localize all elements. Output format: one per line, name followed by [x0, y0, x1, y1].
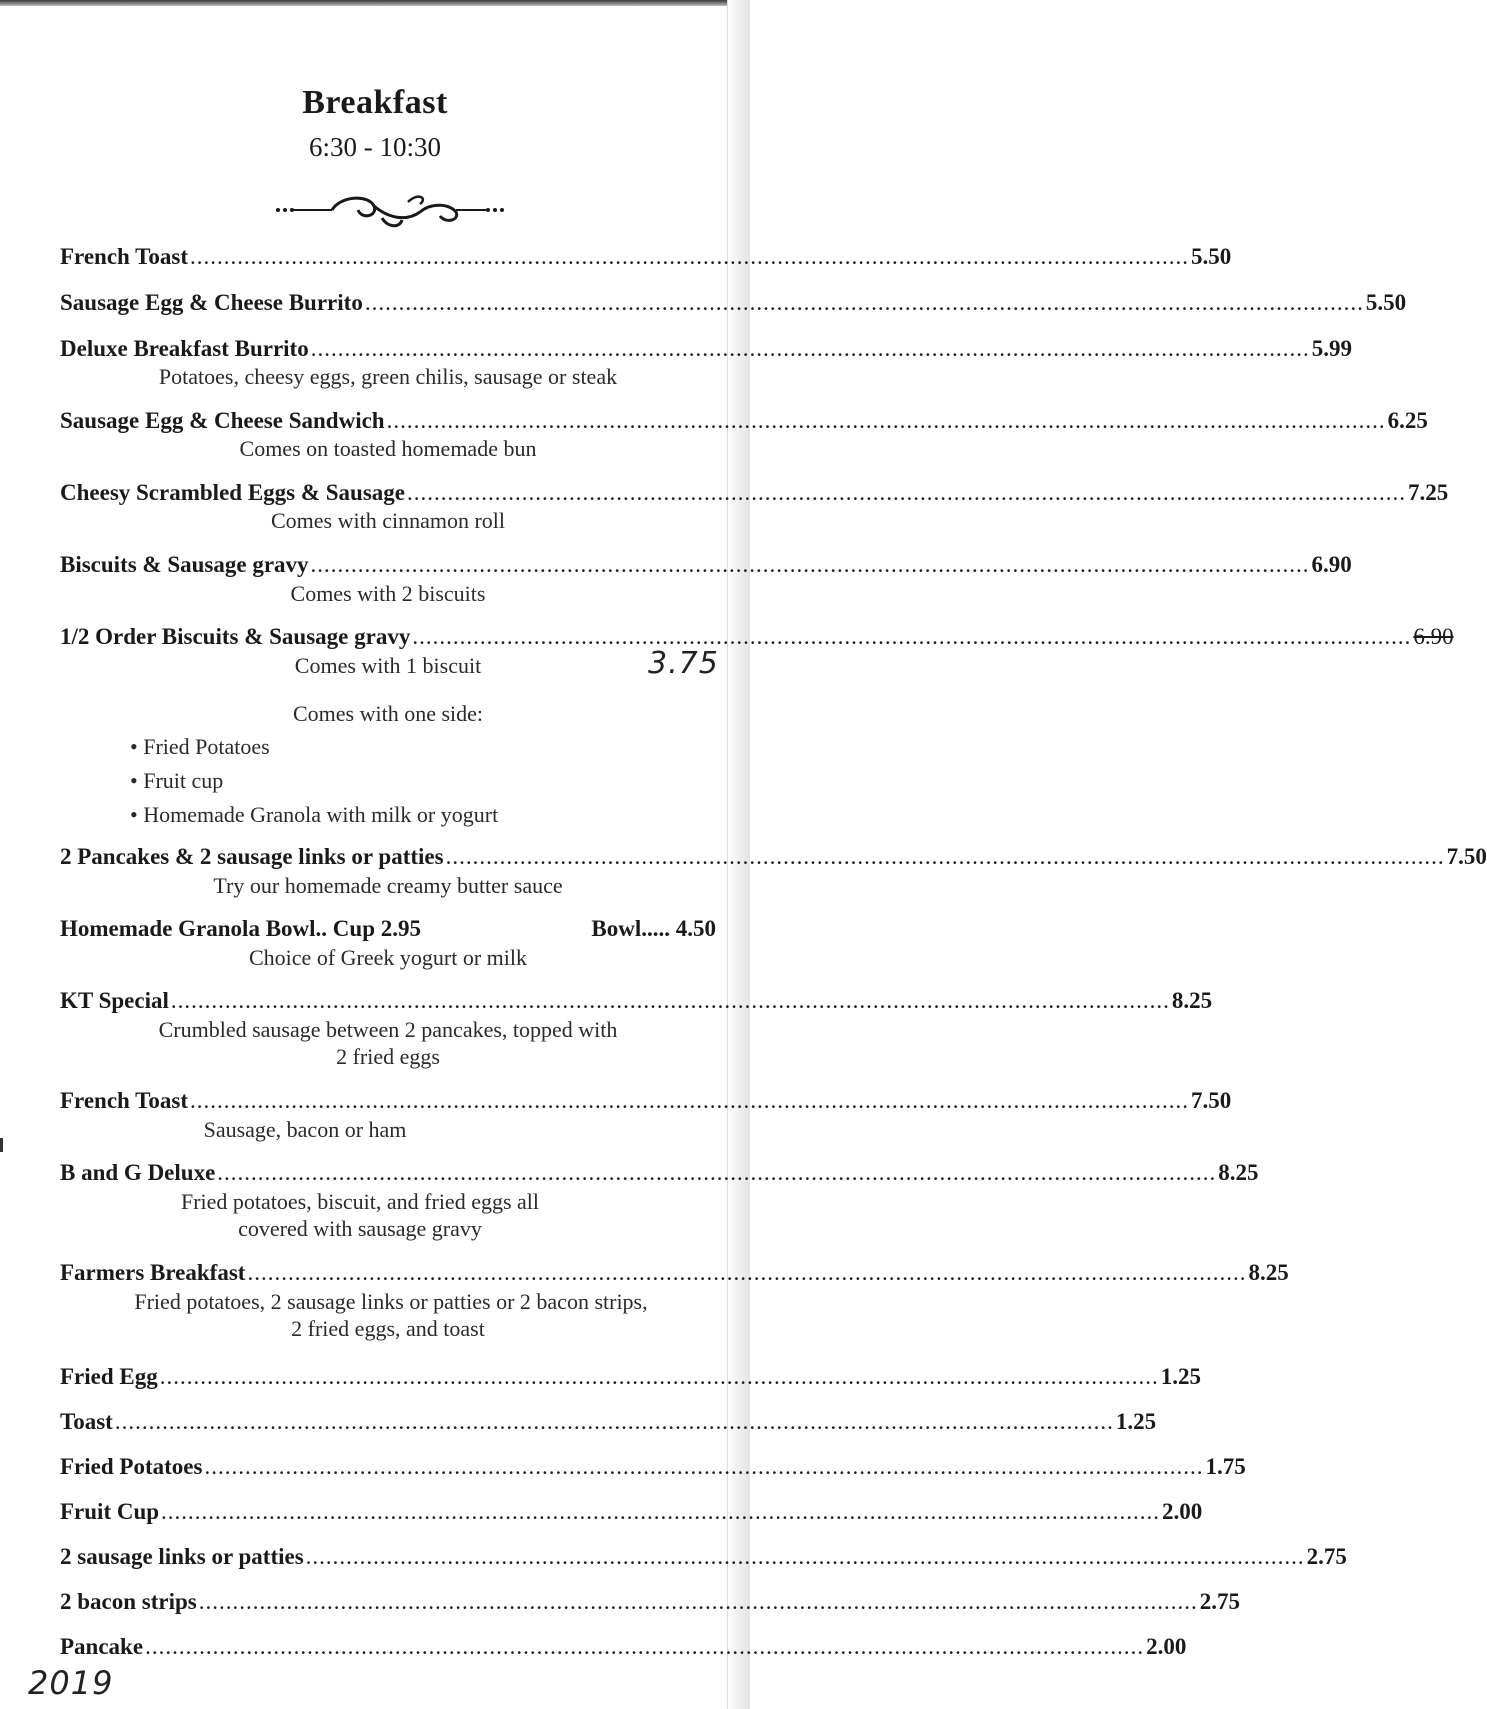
dot-leader: .................................................................................................................................................... [161, 1499, 1161, 1524]
item-description: Comes with 2 biscuits [290, 581, 486, 606]
item-description: Choice of Greek yogurt or milk [249, 945, 527, 970]
scan-edge-top [0, 0, 730, 6]
menu-item-french-toast [60, 244, 1232, 270]
dot-leader: .................................................................................................................................................... [217, 1160, 1217, 1185]
menu-item-fruit-cup [60, 1499, 1203, 1525]
item-description: Fried potatoes, 2 sausage links or patties or 2 bacon strips, [134, 1289, 648, 1314]
item-name: Fried Potatoes [60, 1454, 203, 1479]
item-name: Sausage Egg & Cheese Sandwich [60, 408, 385, 433]
dot-leader: .................................................................................................................................................... [386, 408, 1386, 433]
item-name: Biscuits & Sausage gravy [60, 552, 309, 577]
item-name: Toast [60, 1409, 113, 1434]
menu-item-sausage-links [60, 1544, 1347, 1570]
dot-leader: .................................................................................................................................................... [198, 1589, 1198, 1614]
item-price-bowl: Bowl..... 4.50 [591, 916, 716, 941]
menu-item-farmers-breakfast [60, 1260, 1289, 1286]
menu-item-sausage-sandwich [60, 408, 1428, 434]
menu-item-pancake [60, 1634, 1187, 1660]
dot-leader: .................................................................................................................................................... [190, 244, 1190, 269]
dot-leader: .................................................................................................................................................... [407, 480, 1407, 505]
menu-item-sausage-burrito [60, 290, 1407, 316]
item-name: 2 Pancakes & 2 sausage links or patties [60, 844, 444, 869]
menu-item-deluxe-burrito [60, 336, 1352, 362]
item-name: Homemade Granola Bowl.. Cup 2.95 [60, 916, 421, 941]
handwritten-year: 2019 [28, 1664, 114, 1702]
dot-leader: .................................................................................................................................................... [310, 552, 1310, 577]
side-intro: Comes with one side: [292, 701, 484, 726]
menu-item-granola-bowl [60, 916, 716, 942]
item-name: 2 bacon strips [60, 1589, 197, 1614]
item-description: Sausage, bacon or ham [203, 1117, 407, 1142]
item-description: covered with sausage gravy [238, 1216, 482, 1241]
dot-leader: .................................................................................................................................................... [445, 844, 1445, 869]
item-name: Cheesy Scrambled Eggs & Sausage [60, 480, 406, 505]
item-description: Comes on toasted homemade bun [239, 436, 537, 461]
serving-hours: 6:30 - 10:30 [309, 132, 441, 162]
item-price-crossed-out: 6.90 [1413, 624, 1454, 649]
dot-leader: .................................................................................................................................................... [114, 1409, 1114, 1434]
side-option: • Homemade Granola with milk or yogurt [130, 802, 499, 827]
dot-leader: .................................................................................................................................................... [145, 1634, 1145, 1659]
item-name: French Toast [60, 1088, 189, 1113]
item-name: Deluxe Breakfast Burrito [60, 336, 309, 361]
dot-leader: .................................................................................................................................................... [190, 1088, 1190, 1113]
item-name: Fruit Cup [60, 1499, 160, 1524]
item-name: French Toast [60, 244, 189, 269]
item-name: Farmers Breakfast [60, 1260, 246, 1285]
menu-item-french-toast-combo [60, 1088, 1232, 1114]
item-description: Fried potatoes, biscuit, and fried eggs all [180, 1189, 540, 1214]
item-price: 5.99 [1311, 336, 1352, 361]
item-description: Crumbled sausage between 2 pancakes, topped with [158, 1017, 618, 1042]
item-price: 5.50 [1365, 290, 1407, 315]
item-name: Pancake [60, 1634, 144, 1659]
dot-leader: .................................................................................................................................................... [247, 1260, 1247, 1285]
dot-leader: .................................................................................................................................................... [412, 624, 1412, 649]
item-description: Potatoes, cheesy eggs, green chilis, sausage or steak [158, 364, 618, 389]
item-price: 2.00 [1146, 1634, 1187, 1659]
menu-item-cheesy-eggs [60, 480, 1449, 506]
item-description: 2 fried eggs, and toast [291, 1316, 485, 1341]
item-price: 8.25 [1171, 988, 1213, 1013]
item-price: 6.90 [1311, 552, 1352, 577]
item-price: 5.50 [1191, 244, 1232, 269]
item-price: 2.75 [1199, 1589, 1240, 1614]
item-price: 1.25 [1115, 1409, 1157, 1434]
item-name: KT Special [60, 988, 169, 1013]
dot-leader: .................................................................................................................................................... [204, 1454, 1204, 1479]
menu-item-bacon-strips [60, 1589, 1240, 1615]
side-option: • Fruit cup [130, 768, 224, 793]
handwritten-price: 3.75 [648, 646, 719, 681]
menu-item-fried-potatoes [60, 1454, 1246, 1480]
item-name: Fried Egg [60, 1364, 158, 1389]
item-description: Comes with cinnamon roll [270, 508, 506, 533]
menu-item-bg-deluxe [60, 1160, 1259, 1186]
item-price: 7.50 [1191, 1088, 1232, 1113]
menu-item-kt-special [60, 988, 1213, 1014]
item-price: 7.50 [1446, 844, 1487, 869]
item-price: 8.25 [1218, 1160, 1259, 1185]
item-price: 1.25 [1160, 1364, 1201, 1389]
side-option: • Fried Potatoes [130, 734, 270, 759]
item-name: 2 sausage links or patties [60, 1544, 304, 1569]
menu-item-fried-egg [60, 1364, 1201, 1390]
dot-leader: .................................................................................................................................................... [305, 1544, 1305, 1569]
item-price: 2.00 [1162, 1499, 1203, 1524]
menu-item-half-biscuits [60, 624, 1454, 650]
item-description: Comes with 1 biscuit [294, 653, 482, 678]
menu-item-pancakes [60, 844, 1487, 870]
dot-leader: .................................................................................................................................................... [364, 290, 1364, 315]
item-description: 2 fried eggs [336, 1044, 440, 1069]
dot-leader: .................................................................................................................................................... [159, 1364, 1159, 1389]
item-price: 1.75 [1205, 1454, 1246, 1479]
item-name: B and G Deluxe [60, 1160, 216, 1185]
scan-mark [0, 1138, 3, 1152]
item-price: 2.75 [1306, 1544, 1347, 1569]
item-price: 8.25 [1248, 1260, 1289, 1285]
dot-leader: .................................................................................................................................................... [170, 988, 1170, 1013]
ornament-flourish-icon [270, 188, 510, 238]
item-price: 6.25 [1387, 408, 1428, 433]
item-name: 1/2 Order Biscuits & Sausage gravy [60, 624, 411, 649]
item-description: Try our homemade creamy butter sauce [213, 873, 563, 898]
dot-leader: .................................................................................................................................................... [310, 336, 1310, 361]
item-price: 7.25 [1408, 480, 1449, 505]
menu-item-biscuits-gravy [60, 552, 1352, 578]
menu-item-toast [60, 1409, 1157, 1435]
item-name: Sausage Egg & Cheese Burrito [60, 290, 363, 315]
page-title: Breakfast [302, 84, 448, 121]
